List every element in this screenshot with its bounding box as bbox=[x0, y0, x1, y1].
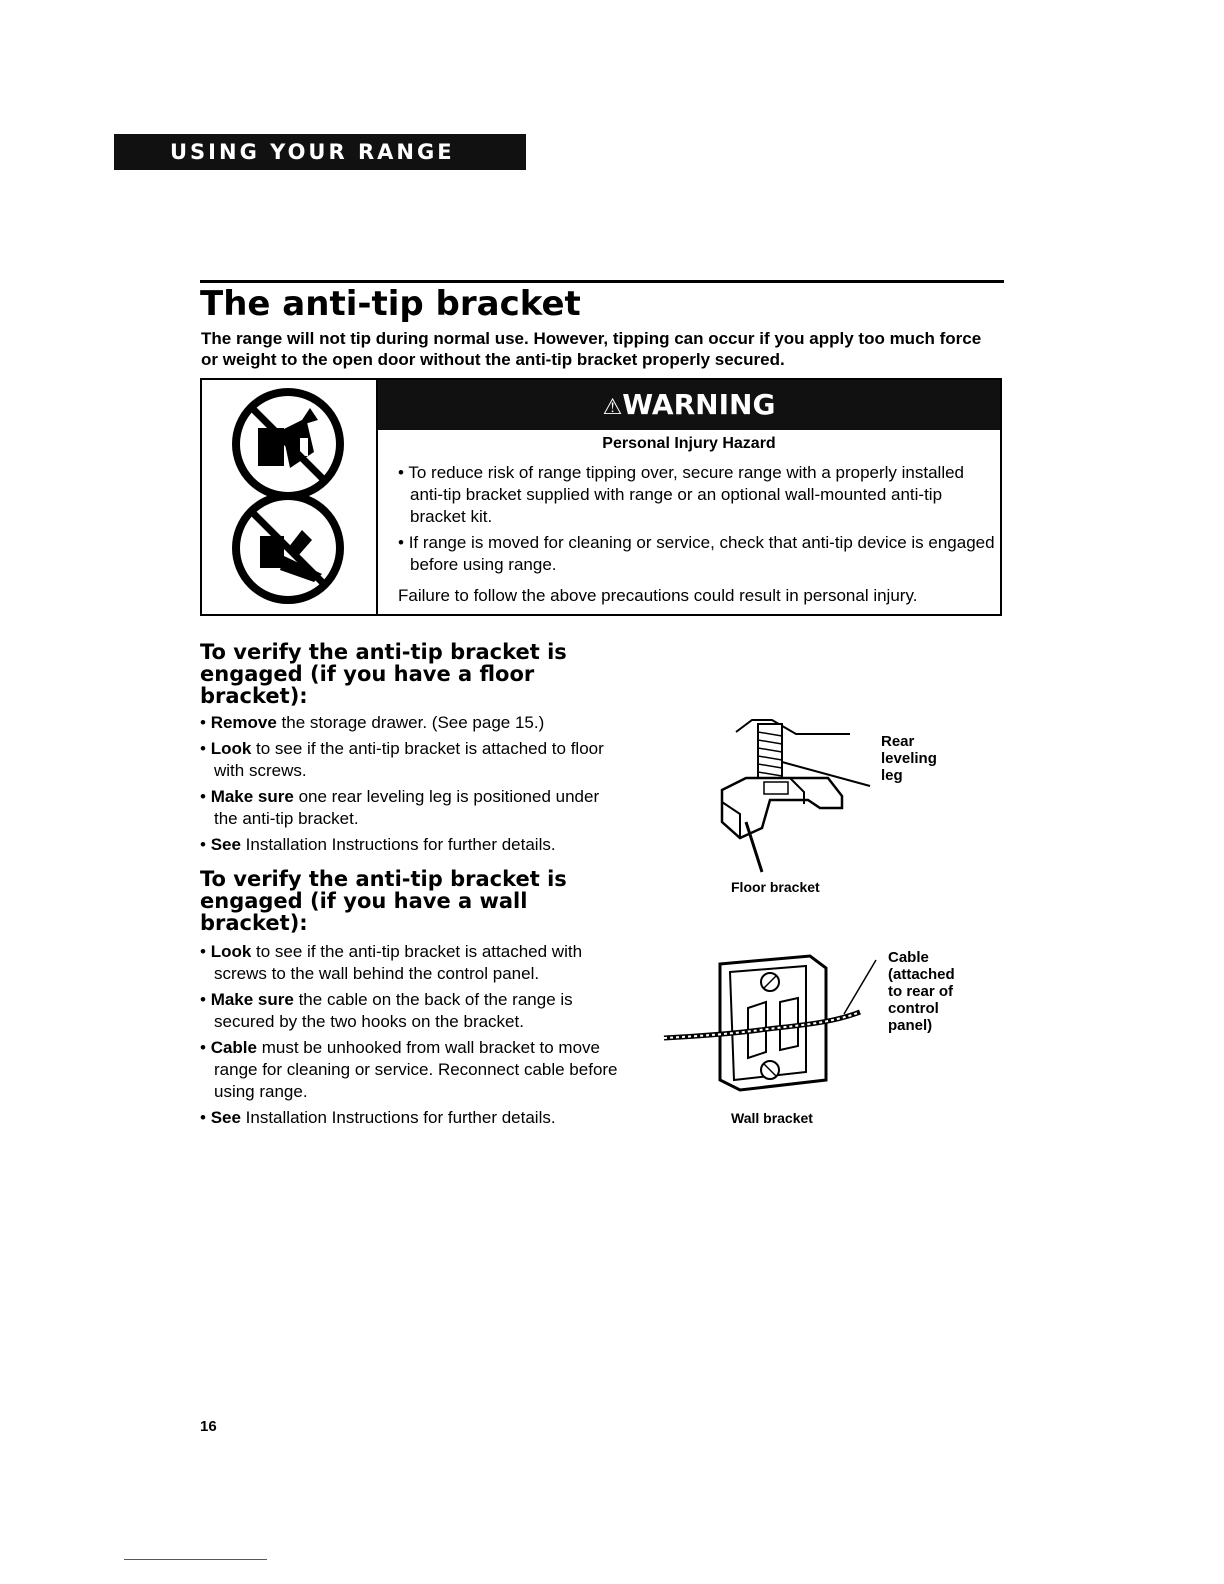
list-item: • Look to see if the anti-tip bracket is attached to floor with screws. bbox=[200, 739, 604, 780]
warning-item: • If range is moved for cleaning or service, check that anti-tip device is engaged before using range. bbox=[398, 533, 995, 574]
wall-bracket-caption: Wall bracket bbox=[731, 1110, 813, 1126]
intro-text: The range will not tip during normal use. However, tipping can occur if you apply too much force or weight to the open door without the anti-tip bracket properly secured. bbox=[201, 329, 982, 369]
warning-label: WARNING bbox=[622, 388, 776, 421]
list-item: • Make sure one rear leveling leg is positioned under the anti-tip bracket. bbox=[200, 787, 600, 828]
list-item: • Make sure the cable on the back of the range is secured by the two hooks on the bracket. bbox=[200, 990, 573, 1031]
no-tipping-icon bbox=[202, 380, 376, 614]
warning-box bbox=[200, 378, 1002, 616]
title-rule bbox=[200, 280, 1004, 283]
page-number: 16 bbox=[200, 1418, 217, 1435]
list-item: • Look to see if the anti-tip bracket is attached with screws to the wall behind the control panel. bbox=[200, 942, 583, 983]
warning-item: • To reduce risk of range tipping over, secure range with a properly installed anti-tip bracket supplied with range or an optional wall-mounted anti-tip bracket kit. bbox=[398, 463, 965, 526]
floor-bracket-steps bbox=[200, 712, 620, 860]
list-item: • See Installation Instructions for further details. bbox=[200, 835, 556, 854]
list-item: • See Installation Instructions for further details. bbox=[200, 1108, 556, 1127]
warning-header bbox=[378, 380, 1000, 430]
list-item: • Remove the storage drawer. (See page 15.) bbox=[200, 713, 545, 732]
wall-bracket-illustration bbox=[660, 946, 880, 1102]
list-item: • Cable must be unhooked from wall bracket to move range for cleaning or service. Reconnect cable before using range. bbox=[200, 1038, 618, 1101]
floor-callout: Rear leveling leg bbox=[881, 733, 937, 784]
floor-bracket-illustration bbox=[700, 712, 880, 880]
bottom-rule bbox=[124, 1559, 267, 1560]
floor-bracket-caption: Floor bracket bbox=[731, 879, 820, 895]
warning-list bbox=[398, 462, 998, 580]
warning-footer: Failure to follow the above precautions could result in personal injury. bbox=[398, 586, 918, 605]
wall-callout: Cable (attached to rear of control panel) bbox=[888, 949, 955, 1034]
section-tab: USING YOUR RANGE bbox=[114, 134, 526, 170]
wall-bracket-steps bbox=[200, 941, 620, 1133]
warning-triangle-icon: ⚠ bbox=[602, 395, 623, 420]
page-title: The anti-tip bracket bbox=[200, 284, 581, 324]
hazard-title: Personal Injury Hazard bbox=[602, 435, 776, 452]
warning-icons bbox=[202, 380, 378, 614]
floor-bracket-heading: To verify the anti-tip bracket is engaged (if you have a floor bracket): bbox=[200, 640, 567, 708]
wall-bracket-heading: To verify the anti-tip bracket is engaged (if you have a wall bracket): bbox=[200, 867, 567, 935]
